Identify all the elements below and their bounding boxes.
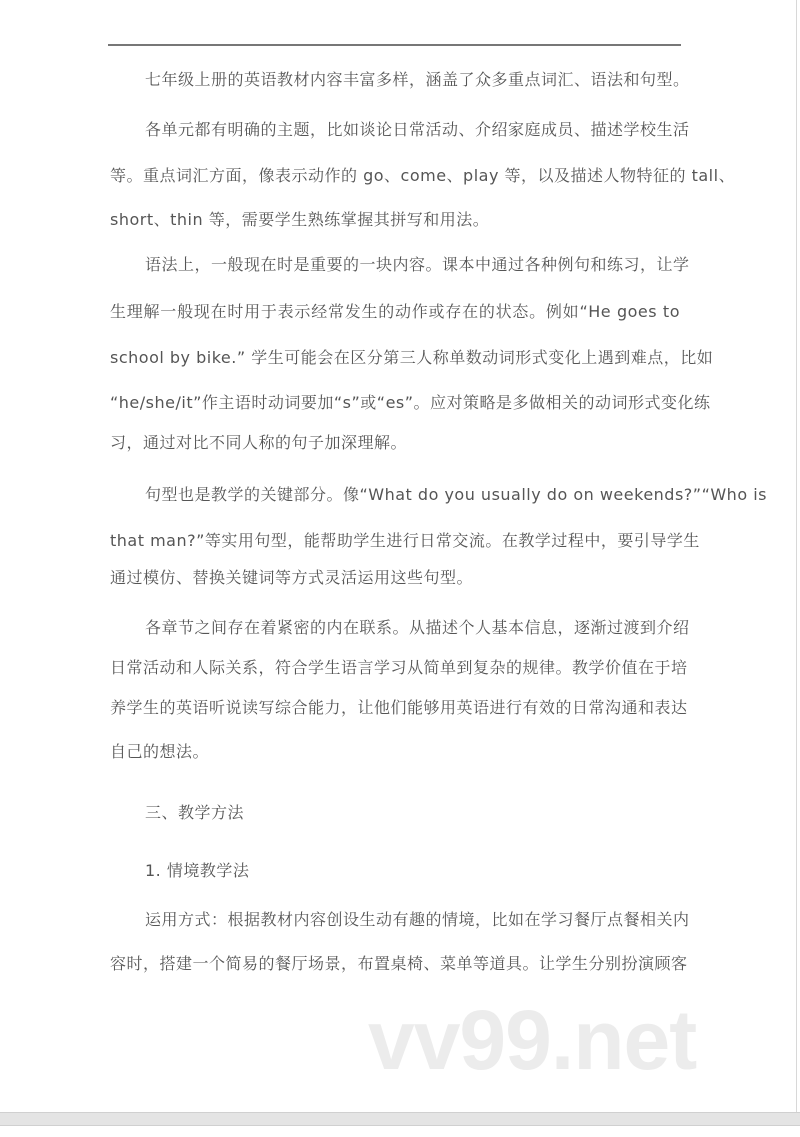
paragraph-line: “he/she/it”作主语时动词要加“s”或“es”。应对策略是多做相关的动词形式变化练 (110, 393, 711, 412)
paragraph-line: 生理解一般现在时用于表示经常发生的动作或存在的状态。例如“He goes to (110, 302, 680, 321)
paragraph-line: 通过模仿、替换关键词等方式灵活运用这些句型。 (110, 568, 474, 587)
paragraph-line: 各单元都有明确的主题，比如谈论日常活动、介绍家庭成员、描述学校生活 (145, 120, 690, 139)
paragraph-line: 语法上，一般现在时是重要的一块内容。课本中通过各种例句和练习，让学 (145, 255, 690, 274)
paragraph-line: 运用方式：根据教材内容创设生动有趣的情境，比如在学习餐厅点餐相关内 (145, 910, 690, 929)
paragraph-line: 等。重点词汇方面，像表示动作的 go、come、play 等，以及描述人物特征的 tall、 (110, 166, 736, 185)
paragraph-line: 容时，搭建一个简易的餐厅场景，布置桌椅、菜单等道具。让学生分别扮演顾客 (110, 954, 688, 973)
paragraph-line: 七年级上册的英语教材内容丰富多样，涵盖了众多重点词汇、语法和句型。 (145, 70, 690, 89)
paragraph-line: short、thin 等，需要学生熟练掌握其拼写和用法。 (110, 210, 490, 229)
paragraph-line: that man?”等实用句型，能帮助学生进行日常交流。在教学过程中，要引导学生 (110, 531, 700, 550)
section-heading: 三、教学方法 (145, 803, 245, 822)
watermark: vv99.net (368, 993, 697, 1087)
paragraph-line: 日常活动和人际关系，符合学生语言学习从简单到复杂的规律。教学价值在于培 (110, 658, 688, 677)
paragraph-line: 养学生的英语听说读写综合能力，让他们能够用英语进行有效的日常沟通和表达 (110, 698, 688, 717)
page-separator (0, 1112, 800, 1126)
subsection-heading: 1. 情境教学法 (145, 861, 250, 880)
paragraph-line: 自己的想法。 (110, 742, 210, 761)
paragraph-line: 各章节之间存在着紧密的内在联系。从描述个人基本信息，逐渐过渡到介绍 (145, 618, 690, 637)
paragraph-line: 句型也是教学的关键部分。像“What do you usually do on weekends?”“Who is (145, 485, 767, 504)
paragraph-line: school by bike.” 学生可能会在区分第三人称单数动词形式变化上遇到难点，比如 (110, 348, 714, 367)
header-rule (108, 44, 681, 46)
paragraph-line: 习，通过对比不同人称的句子加深理解。 (110, 433, 408, 452)
